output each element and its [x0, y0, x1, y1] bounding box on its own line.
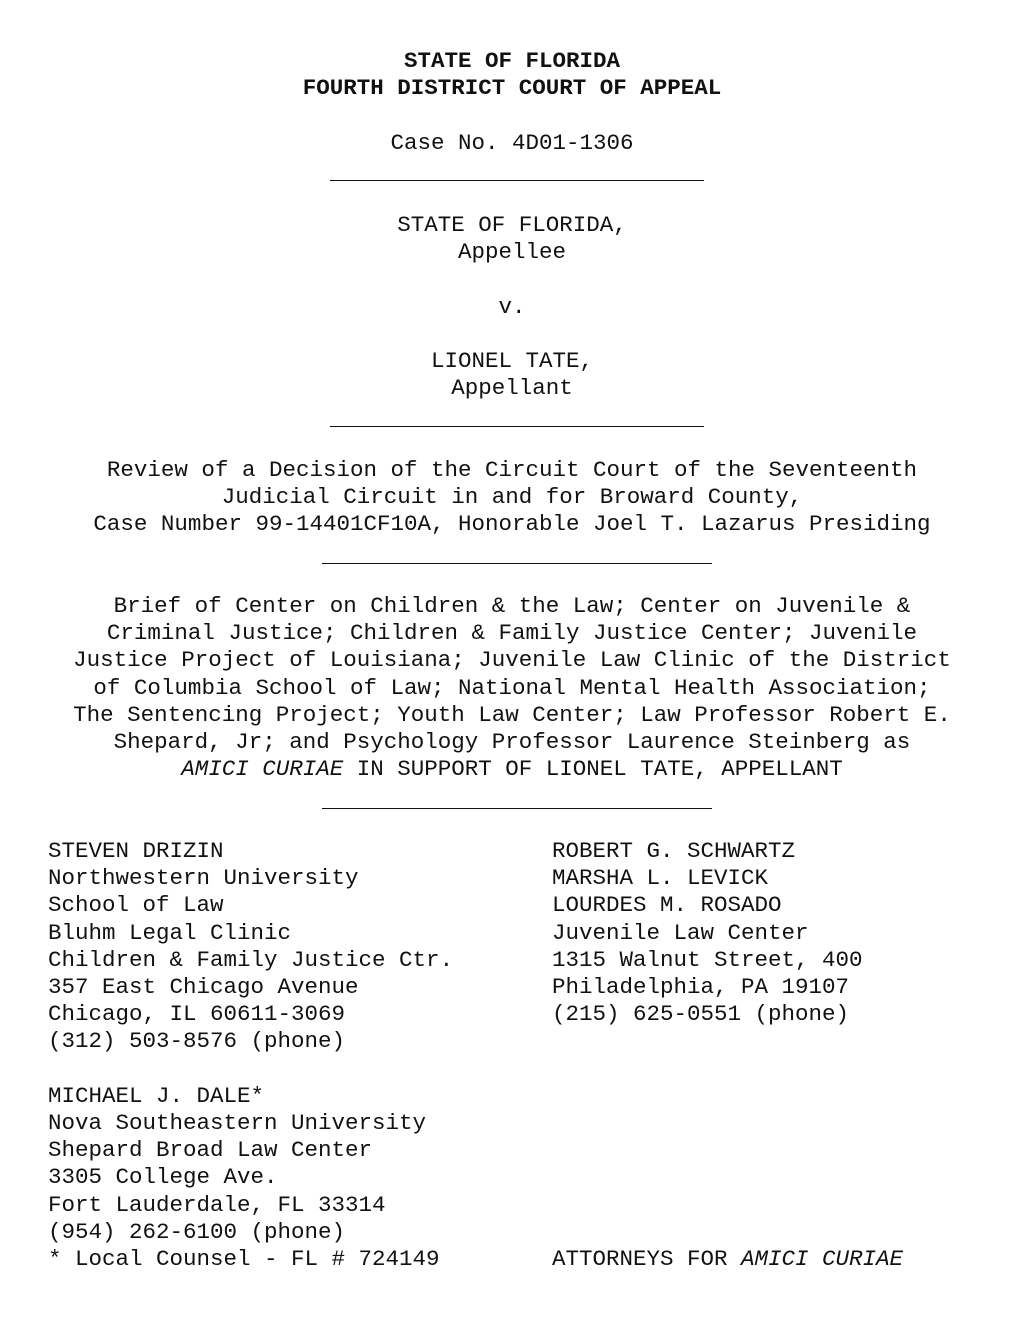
case-number: Case No. 4D01-1306 [390, 130, 634, 156]
counsel-line: 1315 Walnut Street, 400 [552, 946, 863, 973]
counsel-line: ROBERT G. SCHWARTZ [552, 838, 796, 864]
counsel-spacer [48, 1056, 453, 1083]
counsel-line: Fort Lauderdale, FL 33314 [48, 1191, 386, 1218]
appellee-name: STATE OF FLORIDA, [397, 212, 627, 238]
appellee-role: Appellee [457, 239, 567, 266]
court-name: FOURTH DISTRICT COURT OF APPEAL [302, 75, 722, 102]
appellee-block [0, 212, 1024, 266]
counsel-line: 3305 College Ave. [48, 1164, 278, 1191]
versus: v. [498, 294, 526, 320]
counsel-line: Juvenile Law Center [552, 919, 809, 946]
counsel-line: (312) 503-8576 (phone) [48, 1028, 346, 1055]
counsel-line: Nova Southeastern University [48, 1110, 427, 1137]
counsel-line: LOURDES M. ROSADO [552, 892, 782, 919]
counsel-line: Shepard Broad Law Center [48, 1137, 373, 1164]
court-header [0, 48, 1024, 102]
divider-1 [330, 180, 704, 181]
counsel-line: Children & Family Justice Ctr. [48, 946, 454, 973]
counsel-line: Chicago, IL 60611-3069 [48, 1001, 346, 1028]
counsel-line: STEVEN DRIZIN [48, 838, 224, 864]
attorneys-for-line: ATTORNEYS FOR AMICI CURIAE [552, 1246, 904, 1272]
counsel-left-column [48, 838, 453, 1273]
divider-2 [330, 426, 704, 427]
counsel-line: MARSHA L. LEVICK [552, 865, 769, 892]
counsel-line: Philadelphia, PA 19107 [552, 974, 850, 1001]
counsel-right-column [552, 838, 863, 1028]
counsel-line: Bluhm Legal Clinic [48, 919, 292, 946]
amici-curiae-italic: AMICI CURIAE [741, 1246, 904, 1272]
counsel-line: (954) 262-6100 (phone) [48, 1218, 346, 1245]
local-counsel-note: * Local Counsel - FL # 724149 [48, 1246, 440, 1273]
appellant-role: Appellant [451, 375, 573, 402]
appellant-block [0, 348, 1024, 402]
counsel-line: School of Law [48, 892, 224, 919]
divider-3 [322, 563, 712, 564]
counsel-line: Northwestern University [48, 865, 359, 892]
divider-4 [322, 808, 712, 809]
brief-support-line: AMICI CURIAE IN SUPPORT OF LIONEL TATE, APPELLANT [181, 756, 843, 783]
counsel-line: 357 East Chicago Avenue [48, 974, 359, 1001]
appellant-name: LIONEL TATE, [430, 348, 594, 374]
brief-title: Brief of Center on Children & the Law; Center on Juvenile & Criminal Justice; Children & Family Justice Center; Juvenile Justice Project of Louisiana; Juvenile Law Clinic of the District of Columbia School of Law; National Mental Health Association; The Sentencing Project; Youth Law Center; Law Professor Robert E. Shepard, Jr; and Psychology Professor Laurence Steinberg as AMICI CURIAE IN SUPPORT OF LIONEL TATE, APPELLANT [0, 593, 1024, 783]
court-state: STATE OF FLORIDA [403, 48, 621, 74]
review-statement: Review of a Decision of the Circuit Court of the Seventeenth Judicial Circuit in and for Broward County, Case Number 99-14401CF10A, Honorable Joel T. Lazarus Presiding [93, 457, 931, 538]
amici-curiae-italic: AMICI CURIAE [181, 756, 344, 783]
counsel-line: MICHAEL J. DALE* [48, 1082, 265, 1109]
counsel-line: (215) 625-0551 (phone) [552, 1001, 850, 1028]
